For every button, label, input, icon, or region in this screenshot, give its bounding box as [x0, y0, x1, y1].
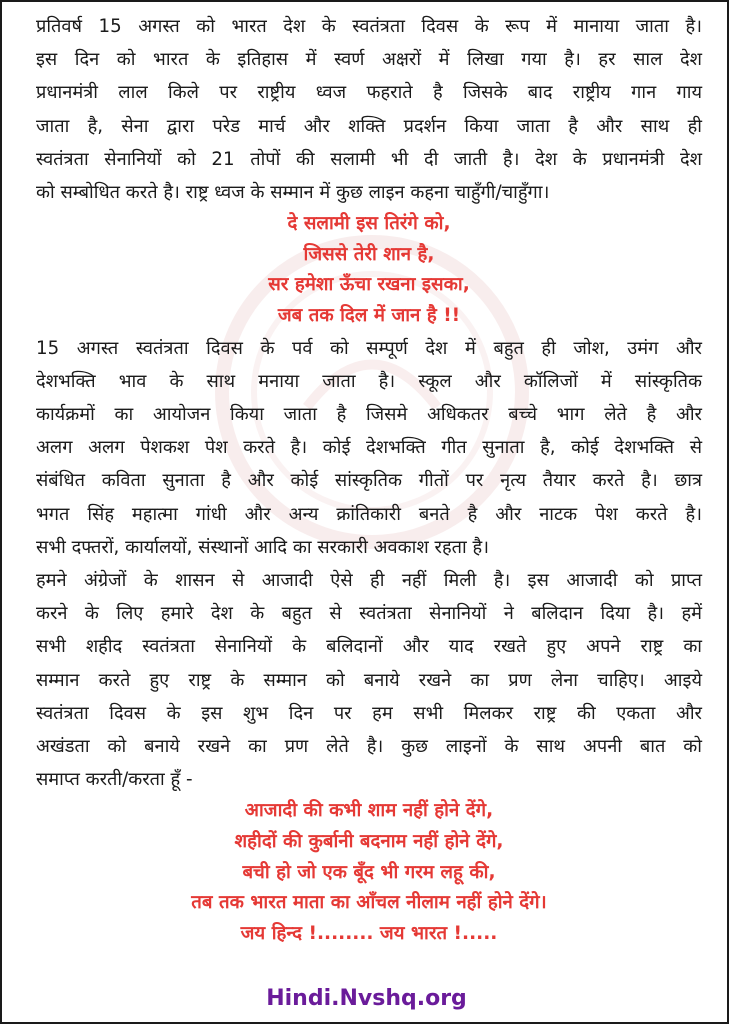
paragraph-line: सभी शहीद स्वतंत्रता सेनानियों के बलिदानों और याद रखते हुए अपने राष्ट्र का — [36, 636, 702, 658]
paragraph-line: देशभक्ति भाव के साथ मनाया जाता है। स्कूल और कॉलिजों में सांस्कृतिक — [36, 370, 702, 392]
verse-line: जय हिन्द !........ जय भारत !..... — [240, 922, 498, 944]
paragraph-sacrifice — [36, 564, 702, 796]
paragraph-line: 15 अगस्त स्वतंत्रता दिवस के पर्व को सम्पूर्ण देश में बहुत ही जोश, उमंग और — [36, 337, 702, 359]
paragraph-line: सभी दफ्तरों, कार्यालयों, संस्थानों आदि का सरकारी अवकाश रहता है। — [36, 536, 490, 558]
verse-line: दे सलामी इस तिरंगे को, — [287, 213, 451, 235]
paragraph-intro — [36, 10, 702, 209]
paragraph-line: कार्यक्रमों का आयोजन किया जाता है जिसमे अधिकतर बच्चे भाग लेते है और — [36, 404, 702, 425]
paragraph-line: समाप्त करती/करता हूँ - — [36, 769, 193, 791]
site-footer-link[interactable]: Hindi.Nvshq.org — [266, 986, 467, 1011]
verse-freedom — [36, 796, 702, 949]
verse-line: तब तक भारत माता का आँचल नीलाम नहीं होने देंगे। — [191, 892, 547, 914]
verse-line: सर हमेशा ऊँचा रखना इसका, — [268, 274, 470, 296]
verse-line: जिससे तेरी शान है, — [303, 243, 435, 265]
article-body — [36, 10, 702, 949]
paragraph-line: स्वतंत्रता सेनानियों को 21 तोपों की सलामी भी दी जाती है। देश के प्रधानमंत्री देश — [36, 148, 702, 170]
paragraph-celebration — [36, 332, 702, 564]
verse-line: शहीदों की कुर्बानी बदनाम नहीं होने देंगे, — [234, 831, 504, 853]
paragraph-line: भगत सिंह महात्मा गांधी और अन्य क्रांतिकारी बनते है और नाटक पेश करते है। — [36, 503, 702, 525]
verse-line: जब तक दिल में जान है !! — [277, 305, 461, 326]
paragraph-line: संबंधित कविता सुनाता है और कोई सांस्कृतिक गीतों पर नृत्य तैयार करते है। छात्र — [36, 470, 702, 492]
paragraph-line: प्रधानमंत्री लाल किले पर राष्ट्रीय ध्वज फहराते है जिसके बाद राष्ट्रीय गान गाय — [36, 82, 702, 104]
verse-line: बची हो जो एक बूँद भी गरम लहू की, — [242, 861, 496, 883]
paragraph-line: को सम्बोधित करते है। राष्ट्र ध्वज के सम्मान में कुछ लाइन कहना चाहुँगी/चाहुँगा। — [36, 182, 550, 204]
paragraph-line: सम्मान करते हुए राष्ट्र के सम्मान को बनाये रखने का प्रण लेना चाहिए। आइये — [36, 669, 702, 691]
paragraph-line: जाता है, सेना द्वारा परेड मार्च और शक्ति प्रदर्शन किया जाता है और साथ ही — [36, 115, 702, 137]
paragraph-line: स्वतंत्रता दिवस के इस शुभ दिन पर हम सभी मिलकर राष्ट्र की एकता और — [36, 702, 702, 724]
verse-line: आजादी की कभी शाम नहीं होने देंगे, — [244, 800, 494, 822]
paragraph-line: करने के लिए हमारे देश के बहुत से स्वतंत्रता सेनानियों ने बलिदान दिया है। हमें — [36, 603, 702, 625]
paragraph-line: अखंडता को बनाये रखने का प्रण लेते है। कुछ लाइनों के साथ अपनी बात को — [36, 736, 702, 758]
paragraph-line: हमने अंग्रेजों के शासन से आजादी ऐसे ही नहीं मिली है। इस आजादी को प्राप्त — [36, 570, 702, 592]
paragraph-line: अलग अलग पेशकश पेश करते है। कोई देशभक्ति गीत सुनाता है, कोई देशभक्ति से — [36, 437, 702, 459]
verse-flag — [36, 209, 702, 331]
paragraph-line: प्रतिवर्ष 15 अगस्त को भारत देश के स्वतंत्रता दिवस के रूप में मानाया जाता है। — [36, 16, 702, 37]
paragraph-line: इस दिन को भारत के इतिहास में स्वर्ण अक्षरों में लिखा गया है। हर साल देश — [36, 49, 702, 71]
